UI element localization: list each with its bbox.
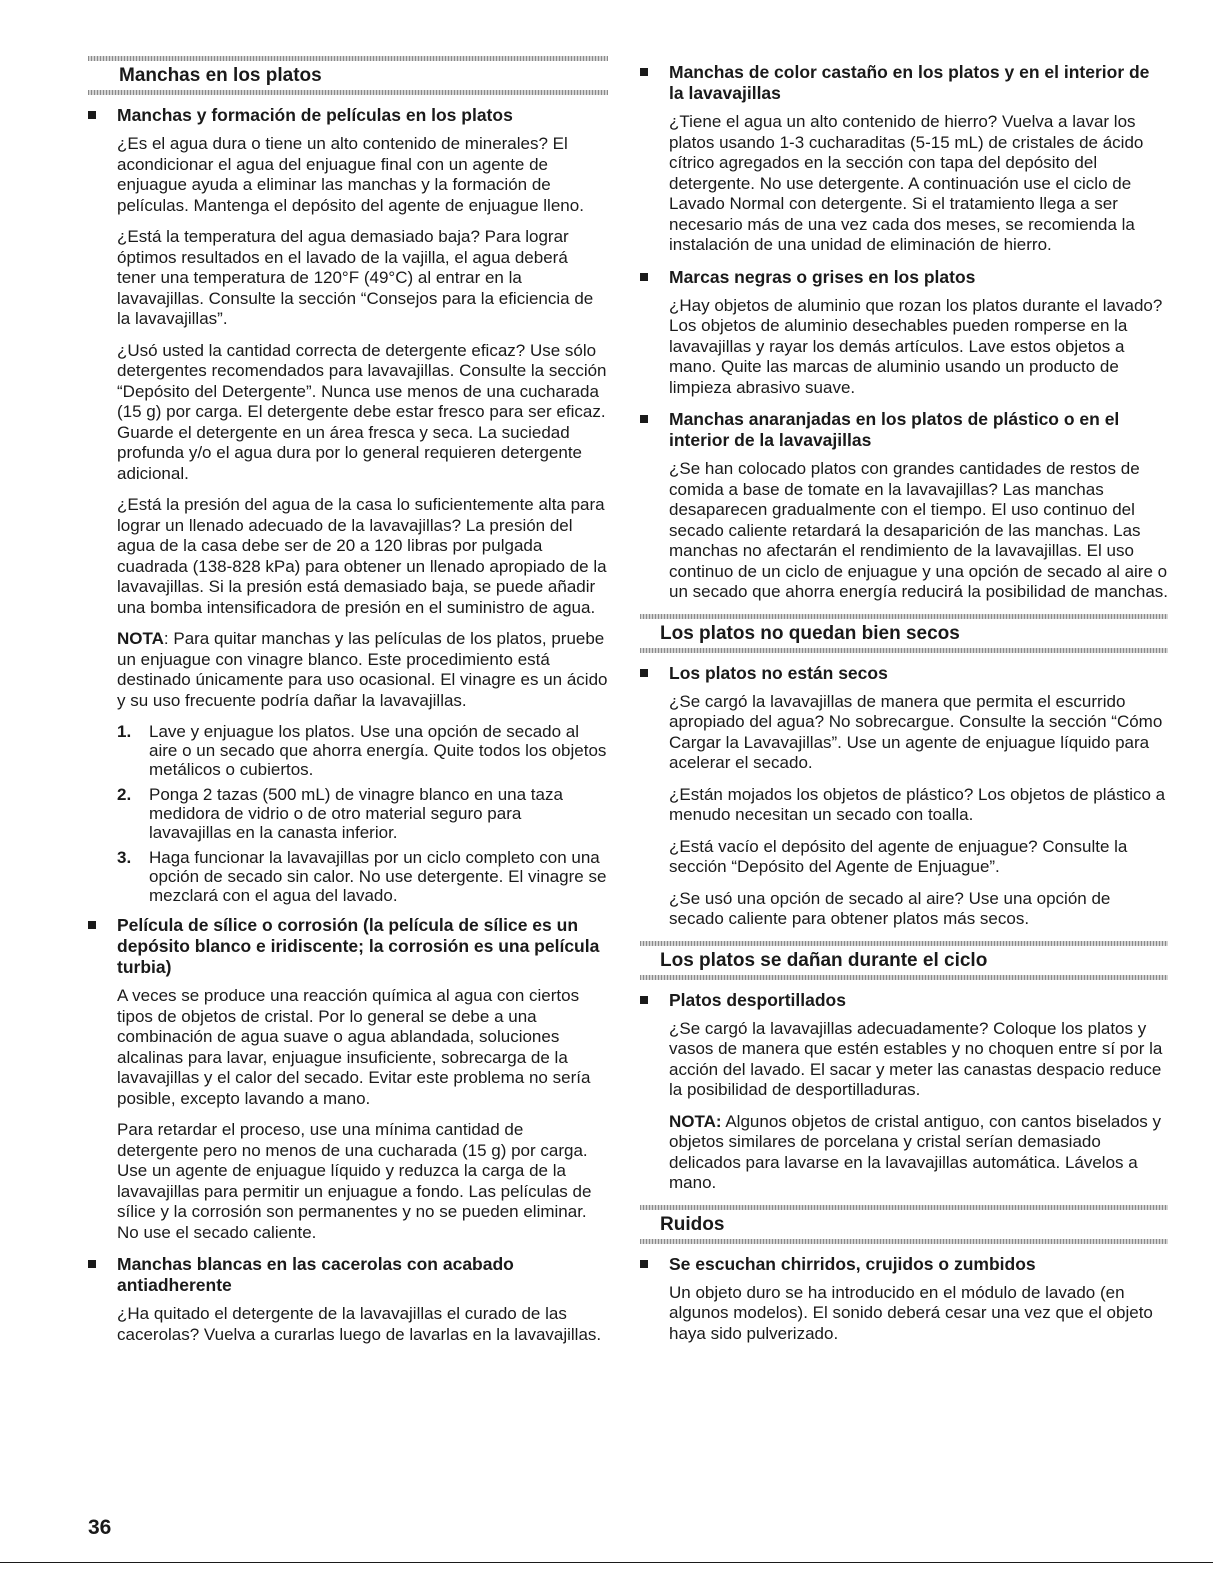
bullet-item-orange-stains [640,409,1168,603]
bullet-heading: Los platos no están secos [669,662,888,683]
note-text: Algunos objetos de cristal antiguo, con cantos biselados y objetos similares de porcelana y cristal serían demasiado delicados para lavarse en la lavavajillas automática. Lávelos a mano. [669,1111,1162,1192]
step-item [117,848,608,905]
paragraph: ¿Se cargó la lavavajillas adecuadamente? Coloque los platos y vasos de manera que estén estables y no choquen entre sí por la acción del lavado. El sacar y meter las canastas despacio reduce la posibilidad de desportilladuras. [669,1018,1163,1099]
bullet-item-chipped [640,990,1168,1194]
bullet-item-black-gray-marks [640,267,1168,399]
bullet-item-brown-stains [640,62,1168,256]
paragraph: A veces se produce una reacción química al agua con ciertos tipos de objetos de cristal. Por lo general se debe a una combinación de agua suave o agua ablandada, soluciones alcalinas para lavar, enjuague insuficiente, sobrecarga de la lavavajillas y el calor del secado. Evitar este problema no sería posible, excepto lavando a mano. [117,986,591,1108]
bullet-heading: Platos desportillados [669,989,846,1010]
paragraph: ¿Está la presión del agua de la casa lo suficientemente alta para lograr un llenado adecuado de la lavavajillas? La presión del agua de la casa debe ser de 20 a 120 libras por pulgada cuadrada (138-828 kPa) para obtener un llenado apropiado de la lavavajillas. Si la presión está demasiado baja, se puede añadir una bomba intensificadora de presión en el suministro de agua. [117,495,607,617]
bullet-item-silica-etching [88,915,608,1243]
bullet-item-not-dry [640,663,1168,930]
note-paragraph [669,1112,1168,1194]
section-title: Los platos se dañan durante el ciclo [660,949,988,971]
bullet-heading: Marcas negras o grises en los platos [669,266,976,287]
header-band-bottom [88,90,608,95]
note-text: : Para quitar manchas y las películas de los platos, pruebe un enjuague con vinagre blanco. Este procedimiento está destinado únicamente para uso ocasional. El vinagre es un ácido y su uso frecuente podría dañar la lavavajillas. [117,629,608,710]
step-text: Haga funcionar la lavavajillas por un ciclo completo con una opción de secado sin calor. No use detergente. El vinagre se mezclará con el agua del lavado. [149,848,607,905]
section-title: Manchas en los platos [119,65,322,86]
step-text: Ponga 2 tazas (500 mL) de vinagre blanco en una taza medidora de vidrio o de otro material seguro para lavavajillas en la canasta inferior. [149,785,563,842]
note-paragraph [117,629,608,711]
note-label: NOTA: [669,1111,722,1131]
bottom-rule [0,1562,1213,1563]
page-number: 36 [88,1516,112,1539]
section-title: Ruidos [660,1213,725,1235]
paragraph: ¿Tiene el agua un alto contenido de hierro? Vuelva a lavar los platos usando 1-3 cucharaditas (5-15 mL) de cristales de ácido cítrico agregados en la sección con tapa del depósito del detergente. No use detergente. A continuación use el ciclo de Lavado Normal con detergente. Si el tratamiento llega a ser necesario más de una vez cada dos meses, se recomienda la instalación de una unidad de eliminación de hierro. [669,112,1144,254]
paragraph: ¿Se usó una opción de secado al aire? Use una opción de secado caliente para obtener platos más secos. [669,888,1111,928]
section-header-not-dry [640,614,1168,653]
bullet-item-noises [640,1254,1168,1345]
paragraph: ¿Están mojados los objetos de plástico? Los objetos de plástico a menudo necesitan un secado con toalla. [669,784,1166,824]
bullet-heading: Película de sílice o corrosión (la película de sílice es un depósito blanco e iridiscente; la corrosión es una película turbia) [117,915,600,977]
paragraph: ¿Está la temperatura del agua demasiado baja? Para lograr óptimos resultados en el lavado de la vajilla, el agua deberá tener una temperatura de 120°F (49°C) al entrar en la lavavajillas. Consulte la sección “Consejos para la eficiencia de la lavavajillas”. [117,227,594,328]
header-band-bottom [640,975,1168,980]
bullet-heading: Se escuchan chirridos, crujidos o zumbidos [669,1253,1036,1274]
paragraph: ¿Ha quitado el detergente de la lavavajillas el curado de las cacerolas? Vuelva a curarlas luego de lavarlas en la lavavajillas. [117,1304,602,1344]
note-label: NOTA [117,629,164,648]
step-number: 1. [117,722,132,741]
bullet-heading: Manchas y formación de películas en los platos [117,105,513,125]
paragraph: ¿Se han colocado platos con grandes cantidades de restos de comida a base de tomate en la lavavajillas? Las manchas desaparecen gradualmente con el tiempo. El uso continuo del secado caliente retardará la desaparición de las manchas. Las manchas no afectarán el rendimiento de la lavavajillas. El uso continuo de un ciclo de enjuague y una opción de secado al aire o un secado que ahorra energía reducirá la posibilidad de manchas. [669,459,1168,601]
header-band-bottom [640,648,1168,653]
header-band-bottom [640,1239,1168,1244]
section-header-spots [88,56,608,95]
left-column [88,56,608,1356]
section-header-noises [640,1205,1168,1244]
bullet-heading: Manchas anaranjadas en los platos de plástico o en el interior de la lavavajillas [669,409,1120,450]
step-item [117,785,608,842]
right-column [640,62,1168,1355]
step-number: 2. [117,785,132,804]
paragraph: ¿Es el agua dura o tiene un alto contenido de minerales? El acondicionar el agua del enjuague final con un agente de enjuague ayuda a eliminar las manchas y la formación de películas. Mantenga el depósito del agente de enjuague lleno. [117,134,584,215]
paragraph: ¿Usó usted la cantidad correcta de detergente eficaz? Use sólo detergentes recomendados para lavavajillas. Consulte la sección “Depósito del Detergente”. Nunca use menos de una cucharada (15 g) por carga. El detergente debe estar fresco para ser eficaz. Guarde el detergente en un área fresca y seca. La suciedad profunda y/o el agua dura por lo general requieren detergente adicional. [117,340,607,483]
paragraph: ¿Hay objetos de aluminio que rozan los platos durante el lavado? Los objetos de aluminio desechables pueden romperse en la lavavajillas y rayar los demás artículos. Lave estos objetos a mano. Quite las marcas de aluminio usando un producto de limpieza abrasivo suave. [669,295,1163,397]
section-title: Los platos no quedan bien secos [660,622,960,644]
bullet-item-white-spots-pans [88,1254,608,1345]
section-header-damaged [640,941,1168,980]
step-item [117,722,608,779]
bullet-item-spots-films [88,105,608,905]
paragraph: Un objeto duro se ha introducido en el módulo de lavado (en algunos modelos). El sonido deberá cesar una vez que el objeto haya sido pulverizado. [669,1282,1153,1343]
paragraph: ¿Se cargó la lavavajillas de manera que permita el escurrido apropiado del agua? No sobrecargue. Consulte la sección “Cómo Cargar la Lavavajillas”. Use un agente de enjuague líquido para acelerar el secado. [669,691,1163,772]
vinegar-steps-list [117,722,608,905]
step-text: Lave y enjuague los platos. Use una opción de secado al aire o un secado que ahorra energía. Quite todos los objetos metálicos o cubiertos. [149,722,607,779]
bullet-heading: Manchas blancas en las cacerolas con acabado antiadherente [117,1254,514,1295]
bullet-heading: Manchas de color castaño en los platos y en el interior de la lavavajillas [669,62,1150,103]
step-number: 3. [117,848,132,867]
paragraph: Para retardar el proceso, use una mínima cantidad de detergente pero no menos de una cucharada (15 g) por carga. Use un agente de enjuague líquido y reduzca la carga de la lavavajillas para permitir un enjuague a fondo. Las películas de sílice y la corrosión son permanentes y no se pueden eliminar. No use el secado caliente. [117,1120,592,1242]
paragraph: ¿Está vacío el depósito del agente de enjuague? Consulte la sección “Depósito del Agente de Enjuague”. [669,836,1128,876]
